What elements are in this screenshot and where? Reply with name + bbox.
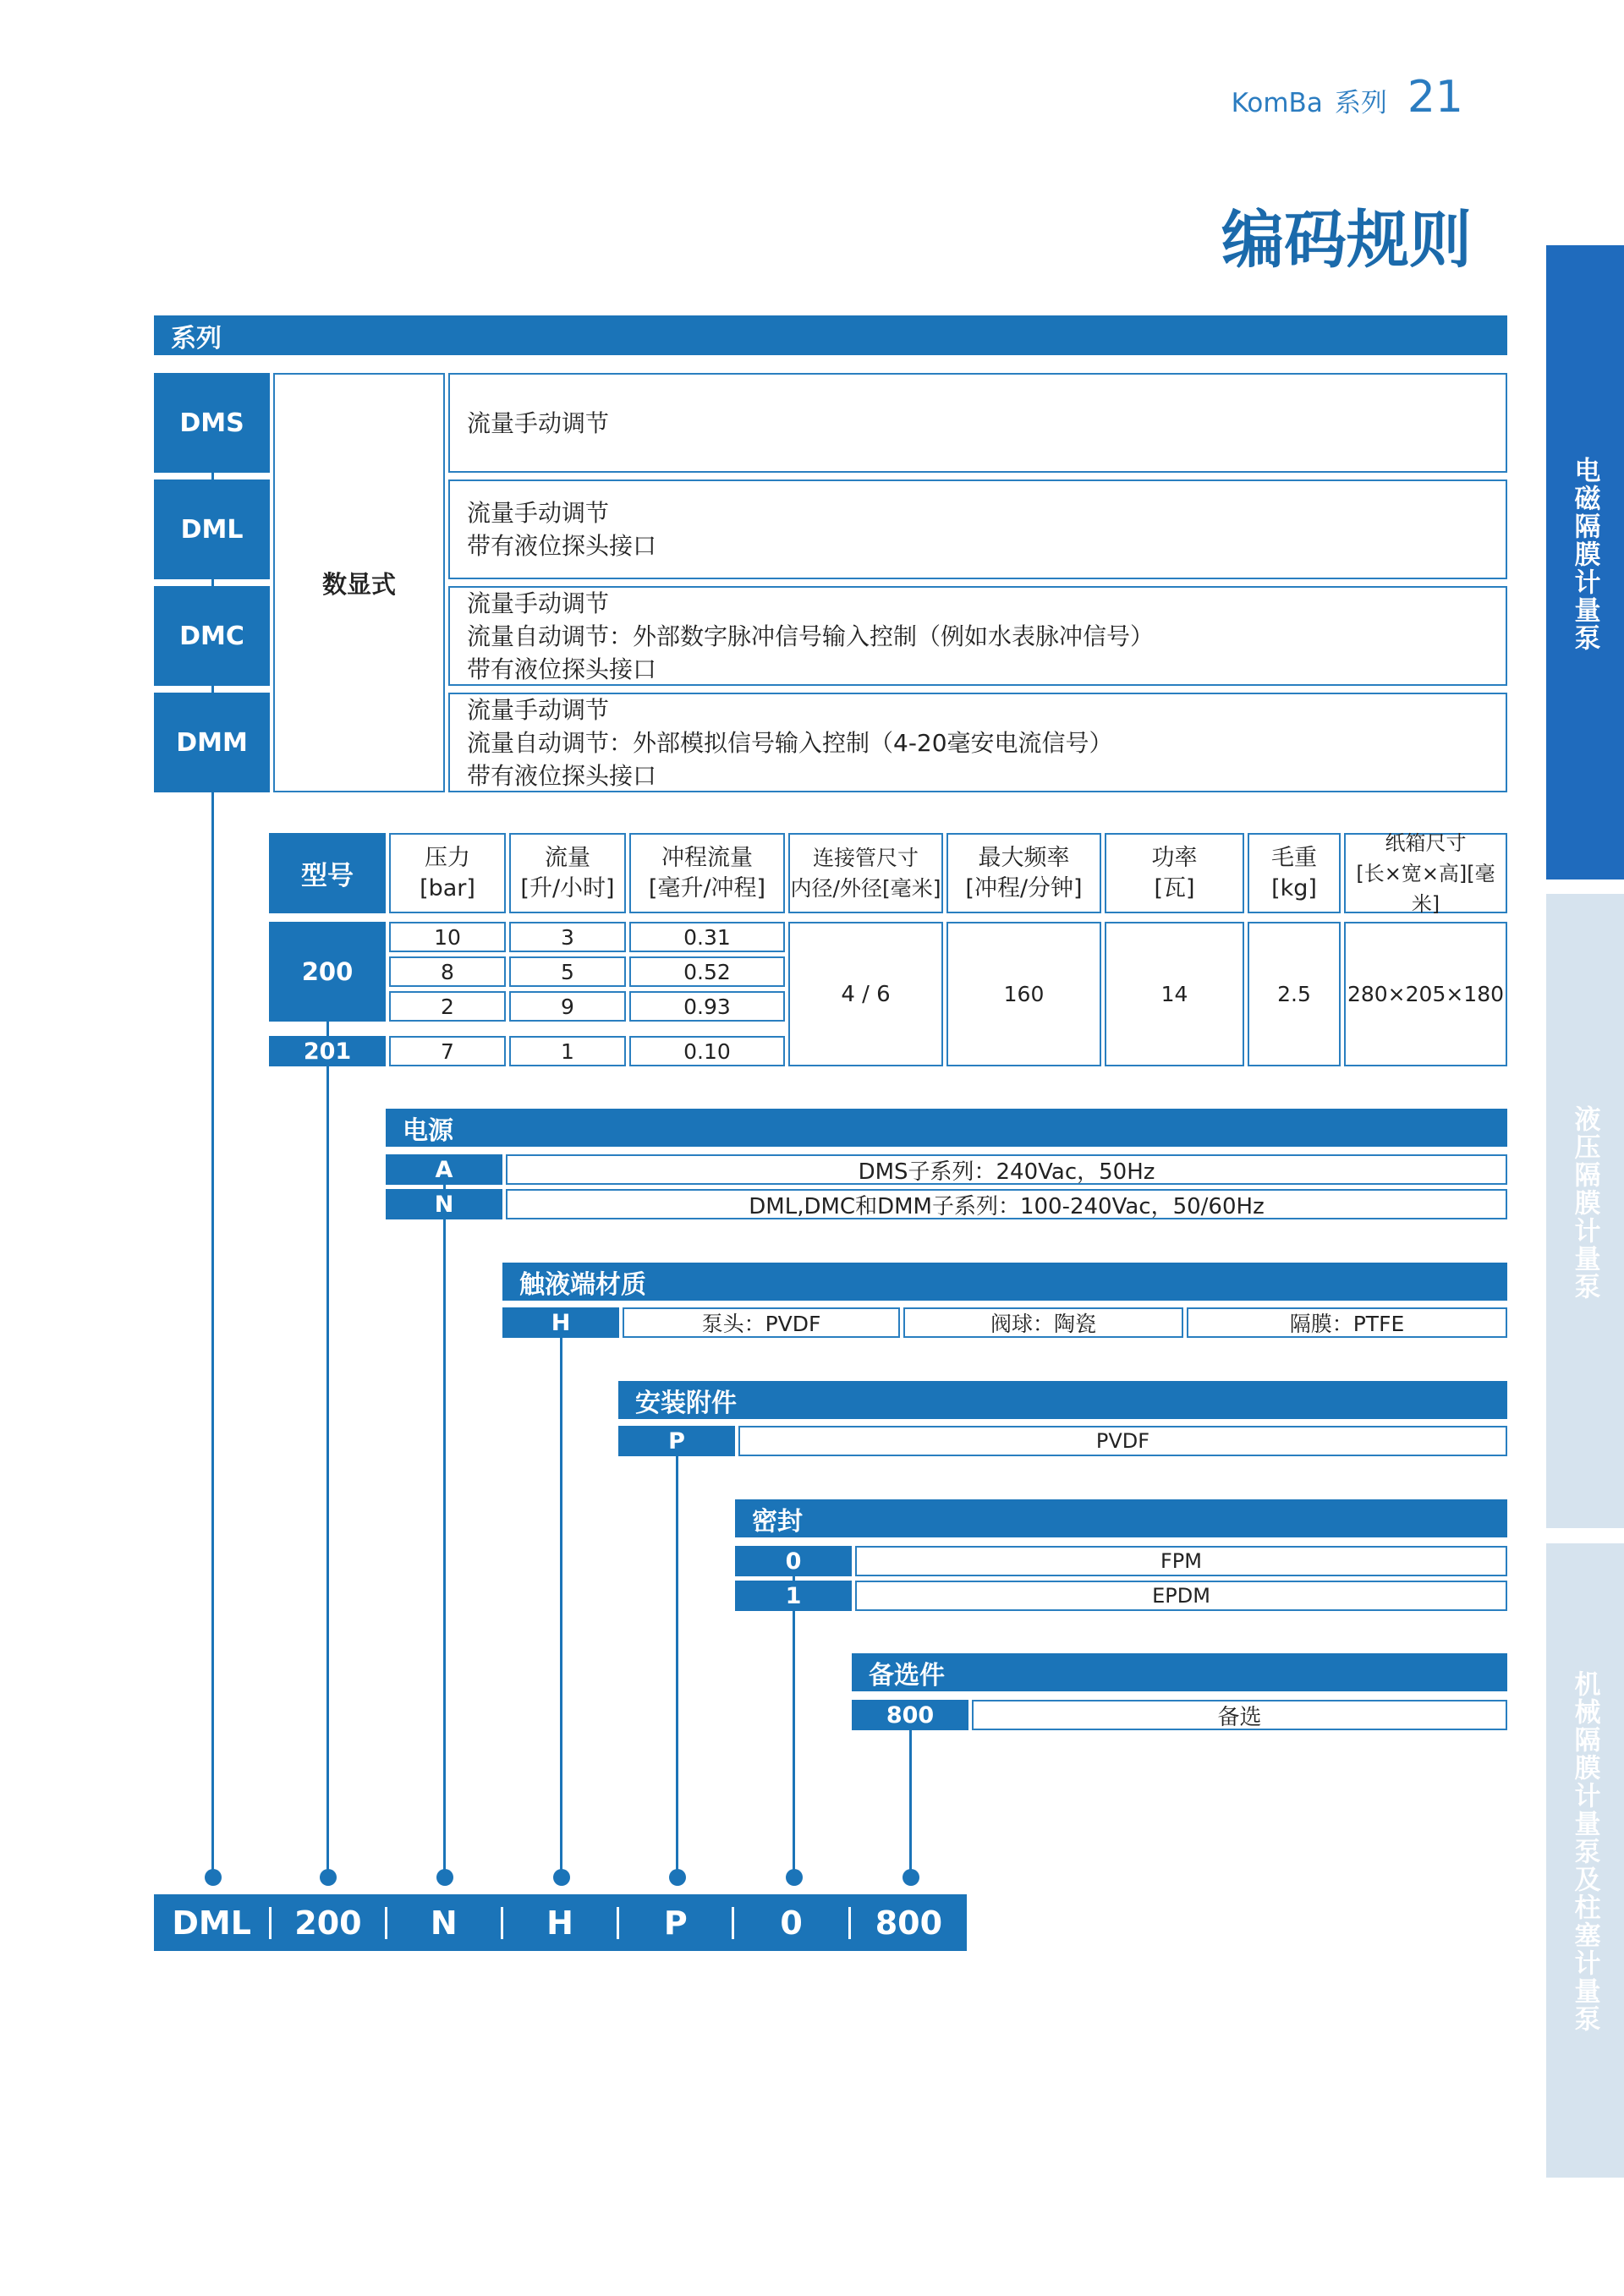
seal-desc-1: EPDM [855,1581,1507,1611]
seal-desc-0: FPM [855,1546,1507,1576]
desc-line: 流量手动调节 [467,695,610,724]
cell-flow: 3 [509,922,626,952]
cell-flow: 1 [509,1036,626,1066]
series-desc-dms [448,373,1507,473]
power-title-bar: 电源 [386,1109,1507,1147]
header-text: 毛重 [1271,844,1317,871]
model-200: 200 [269,922,386,1022]
series-code-dml: DML [154,479,270,579]
example-code-accessory: P [663,1904,688,1942]
connector-line [326,1066,329,1877]
example-code-material: H [546,1904,573,1942]
display-type-cell [273,373,445,792]
header-pipe [788,833,943,913]
connector-line [793,1576,795,1581]
display-type: 数显式 [321,569,396,599]
accessory-desc: PVDF [738,1426,1507,1456]
cell-pressure: 8 [389,956,506,987]
header-text: 最大频率 [978,844,1070,871]
connector-line [793,1611,795,1877]
example-code-series: DML [172,1904,251,1942]
side-tab-hydraulic[interactable] [1546,894,1624,1528]
cell-carton-size: 280×205×180 [1344,922,1507,1066]
header-unit: [冲程/分钟] [965,874,1083,901]
connector-line [443,1185,446,1189]
connector-dot [669,1869,686,1886]
series-desc-dmc [448,586,1507,686]
header-text: 冲程流量 [661,844,753,871]
desc-line: 流量手动调节 [467,408,610,437]
example-code-model: 200 [294,1904,362,1942]
series-code-dmc: DMC [154,586,270,686]
option-code-800: 800 [852,1700,968,1730]
cell-pipe-size: 4 / 6 [788,922,943,1066]
series-code-dmm: DMM [154,693,270,792]
example-code-option: 800 [875,1904,943,1942]
cell-power: 14 [1105,922,1244,1066]
side-tab-label: 液压隔膜计量泵 [1569,1105,1600,1301]
connector-dot [320,1869,337,1886]
connector-line [676,1456,678,1877]
cell-stroke-flow: 0.10 [629,1036,785,1066]
connector-line [211,792,214,1877]
desc-line: 流量手动调节 [467,499,610,527]
cell-flow: 9 [509,991,626,1022]
cell-pressure: 10 [389,922,506,952]
header-flow [509,833,626,913]
example-code-seal: 0 [780,1904,803,1942]
connector-dot [436,1869,453,1886]
material-title-bar: 触液端材质 [502,1263,1507,1301]
cell-stroke-flow: 0.52 [629,956,785,987]
power-code-a: A [386,1154,502,1185]
cell-flow: 5 [509,956,626,987]
header-weight [1248,833,1341,913]
connector-dot [903,1869,919,1886]
connector-dot [786,1869,803,1886]
connector-line [211,686,214,693]
desc-line: 流量自动调节：外部数字脉冲信号输入控制（例如水表脉冲信号） [467,622,1155,650]
cell-pressure: 7 [389,1036,506,1066]
desc-line: 流量自动调节：外部模拟信号输入控制（4-20毫安电流信号） [467,728,1113,757]
example-code-bar [154,1894,967,1951]
seal-title-bar: 密封 [735,1499,1507,1537]
accessory-title-bar: 安装附件 [618,1381,1507,1419]
material-valve-ball: 阀球：陶瓷 [903,1307,1183,1338]
desc-line: 带有液位探头接口 [467,761,657,790]
header-unit: [瓦] [1154,874,1195,901]
model-201: 201 [269,1036,386,1066]
header-carton [1344,830,1507,916]
side-tab-label: 电磁隔膜计量泵 [1569,457,1600,652]
header-text: 压力 [425,844,470,871]
seal-code-1: 1 [735,1581,852,1611]
accessory-code-p: P [618,1426,735,1456]
header-unit: [长×宽×高][毫米] [1356,861,1495,916]
option-title-bar: 备选件 [852,1653,1507,1691]
material-pump-head: 泵头：PVDF [623,1307,900,1338]
header-unit: [kg] [1271,874,1317,901]
header-stroke-flow [629,833,785,913]
power-desc-a: DMS子系列：240Vac，50Hz [506,1154,1507,1185]
seal-code-0: 0 [735,1546,852,1576]
connector-line [211,473,214,479]
side-tab-label: 机械隔膜计量泵及柱塞计量泵 [1569,1670,1600,2033]
power-code-n: N [386,1189,502,1219]
header-unit: [毫升/冲程] [648,874,766,901]
desc-line: 带有液位探头接口 [467,655,657,683]
series-code-dms: DMS [154,373,270,473]
page-header [1210,72,1463,123]
cell-pressure: 2 [389,991,506,1022]
connector-dot [553,1869,570,1886]
series-title-bar: 系列 [154,315,1507,355]
power-desc-n: DML,DMC和DMM子系列：100-240Vac，50/60Hz [506,1189,1507,1219]
cell-stroke-flow: 0.31 [629,922,785,952]
header-pressure [389,833,506,913]
header-text: 纸箱尺寸 [1385,830,1467,855]
header-power [1105,833,1244,913]
material-diaphragm: 隔膜：PTFE [1187,1307,1507,1338]
series-desc-dml [448,479,1507,579]
cell-weight: 2.5 [1248,922,1341,1066]
header-text: 流量 [545,844,590,871]
connector-line [326,1022,329,1036]
option-desc: 备选 [972,1700,1507,1730]
side-tab-mechanical[interactable] [1546,1543,1624,2178]
connector-line [443,1219,446,1877]
header-unit: 内径/外径[毫米] [790,875,941,901]
header-unit: [bar] [420,874,475,901]
brand-name: KomBa [1231,88,1323,118]
side-tab-electromagnetic[interactable] [1546,245,1624,879]
page-number: 21 [1407,72,1463,123]
connector-dot [205,1869,222,1886]
cell-max-frequency: 160 [946,922,1101,1066]
material-code-h: H [502,1307,619,1338]
header-unit: [升/小时] [520,874,615,901]
example-code-power: N [430,1904,458,1942]
model-label: 型号 [269,833,386,913]
connector-line [560,1338,562,1877]
cell-stroke-flow: 0.93 [629,991,785,1022]
connector-line [211,579,214,586]
page-title: 编码规则 [1221,204,1472,277]
desc-line: 带有液位探头接口 [467,532,657,560]
connector-line [909,1730,912,1877]
header-frequency [946,833,1101,913]
series-word: 系列 [1334,88,1387,118]
header-text: 功率 [1151,844,1198,871]
desc-line: 流量手动调节 [467,589,610,617]
series-desc-dmm [448,693,1507,792]
header-text: 连接管尺寸 [812,845,919,870]
